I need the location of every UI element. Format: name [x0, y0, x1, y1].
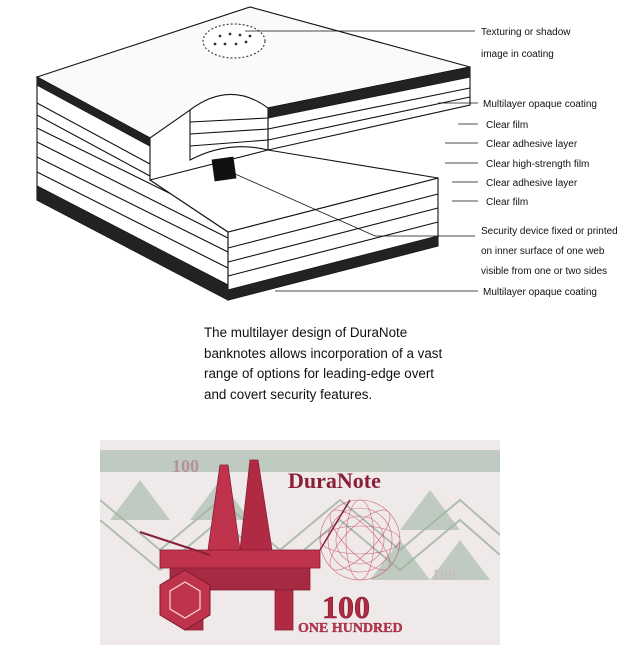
- label-security-1: Security device fixed or printed: [481, 226, 618, 237]
- caption-line-4: and covert security features.: [204, 386, 373, 402]
- denomination-big: 100: [322, 589, 370, 625]
- caption-line-1: The multilayer design of DuraNote: [204, 325, 408, 340]
- label-clear-adhesive-1: Clear adhesive layer: [486, 139, 578, 150]
- label-texturing-1: Texturing or shadow: [481, 27, 571, 38]
- label-clear-high-strength: Clear high-strength film: [486, 159, 590, 170]
- banknote-image: [100, 440, 500, 645]
- caption: [204, 323, 504, 405]
- label-texturing-2: image in coating: [481, 49, 554, 60]
- label-multilayer-top: Multilayer opaque coating: [483, 99, 597, 110]
- label-security-3: visible from one or two sides: [481, 266, 608, 277]
- texturing-oval: [203, 24, 265, 58]
- label-security-2: on inner surface of one web: [481, 246, 605, 257]
- label-clear-film-2: Clear film: [486, 197, 529, 208]
- denomination-words: ONE HUNDRED: [298, 621, 403, 636]
- caption-line-3: range of options for leading-edge overt: [204, 366, 435, 381]
- brand-title: DuraNote: [288, 468, 381, 493]
- caption-line-2: banknotes allows incorporation of a vast: [204, 345, 443, 361]
- label-multilayer-bottom: Multilayer opaque coating: [483, 287, 597, 298]
- denomination-top: 100: [172, 456, 199, 476]
- cutout-curve: [190, 94, 268, 160]
- denomination-corner: 100: [432, 567, 456, 584]
- layer-diagram: [0, 0, 630, 320]
- label-clear-film-1: Clear film: [486, 120, 529, 131]
- label-clear-adhesive-2: Clear adhesive layer: [486, 178, 578, 189]
